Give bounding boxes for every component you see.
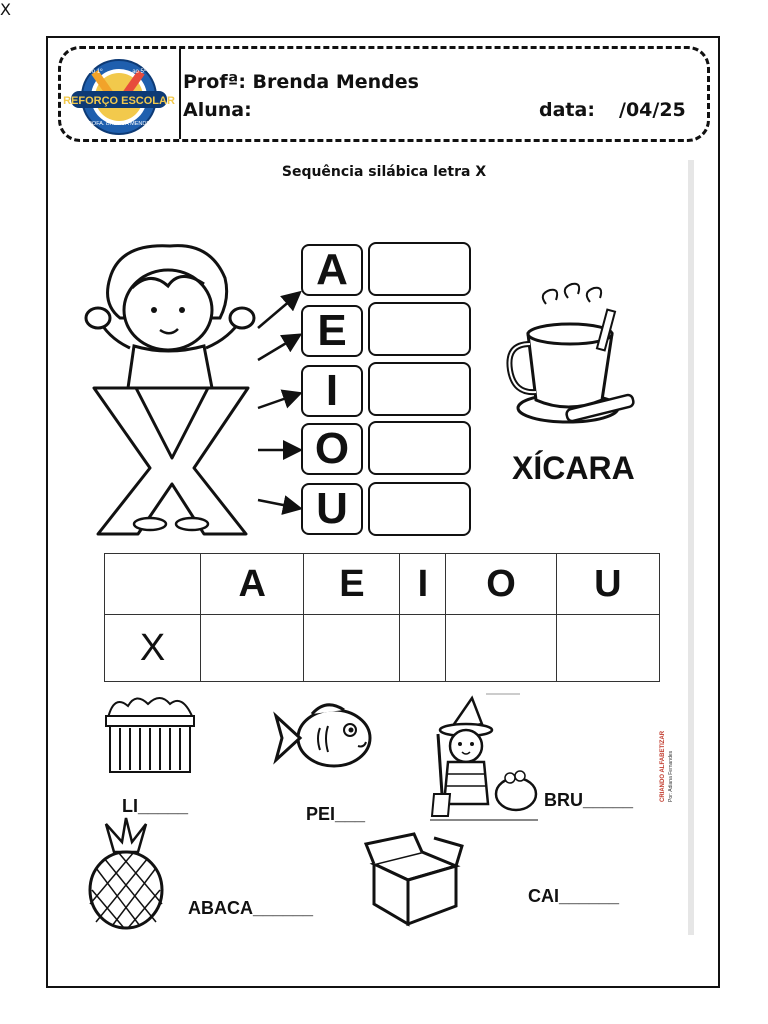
table-header-cell: O [446,554,556,615]
table-answer-cell[interactable] [446,615,556,682]
table-row-label: X [105,615,201,682]
answer-box-xo[interactable] [368,421,471,475]
answer-box-xu[interactable] [368,482,471,536]
answer-box-xi[interactable] [368,362,471,416]
word-peixe: PEI___ [306,804,366,824]
pineapple-illustration [84,818,168,930]
word-abacaxi: ABACA______ [188,898,314,918]
svg-text:Do 1º: Do 1º [87,69,103,75]
vowel-box-o: O [301,423,363,475]
worksheet-title: Sequência silábica letra X [281,164,487,180]
witch-illustration [428,694,540,822]
picture-word-xicara: XÍCARA [512,450,635,486]
table-header-cell [105,554,201,615]
logo-title: REFORÇO ESCOLAR [63,95,175,107]
table-answer-cell[interactable] [556,615,659,682]
vowel-box-a: A [301,244,363,296]
date-value: /04/25 [619,99,686,121]
table-answer-cell[interactable] [304,615,400,682]
svg-text:CRIANDO ALFABETIZAR: CRIANDO ALFABETIZAR [660,730,666,802]
answer-box-xa[interactable] [368,242,471,296]
svg-text:Por: Adiana Fernandes: Por: Adiana Fernandes [668,750,674,802]
teacher-name: Profª: Brenda Mendes [183,71,419,93]
boy-with-letter-x-illustration [80,238,280,538]
fish-illustration [272,698,376,774]
vowel-box-i: I [301,365,363,417]
vowel-box-u: U [301,483,363,535]
word-bruxa: BRU_____ [544,790,634,810]
table-header-row [105,554,660,615]
answer-box-xe[interactable] [368,302,471,356]
svg-text:ao 5º ano: ao 5º ano [132,69,158,75]
credit-watermark [656,730,686,802]
student-label: Aluna: [183,99,252,121]
word-lixo: LI_____ [122,796,189,816]
table-header-cell: E [304,554,400,615]
table-answer-cell[interactable] [201,615,304,682]
svg-text:PROFA. BRENDA MENDES: PROFA. BRENDA MENDES [84,121,154,127]
word-caixa: CAI______ [528,886,620,906]
trash-bin-illustration [104,692,196,776]
cup-illustration [506,284,646,434]
date-label: data: [539,99,595,121]
arrows-to-vowels [256,290,306,520]
table-row [105,615,660,682]
table-header-cell: U [556,554,659,615]
school-logo [65,53,173,137]
syllable-table [104,553,660,682]
table-header-cell: A [201,554,304,615]
decorative-rule [688,160,694,935]
table-answer-cell[interactable] [400,615,446,682]
worksheet-header [58,46,710,142]
table-header-cell: I [400,554,446,615]
header-divider [179,49,181,139]
vowel-box-e: E [301,305,363,357]
box-illustration [364,832,464,928]
